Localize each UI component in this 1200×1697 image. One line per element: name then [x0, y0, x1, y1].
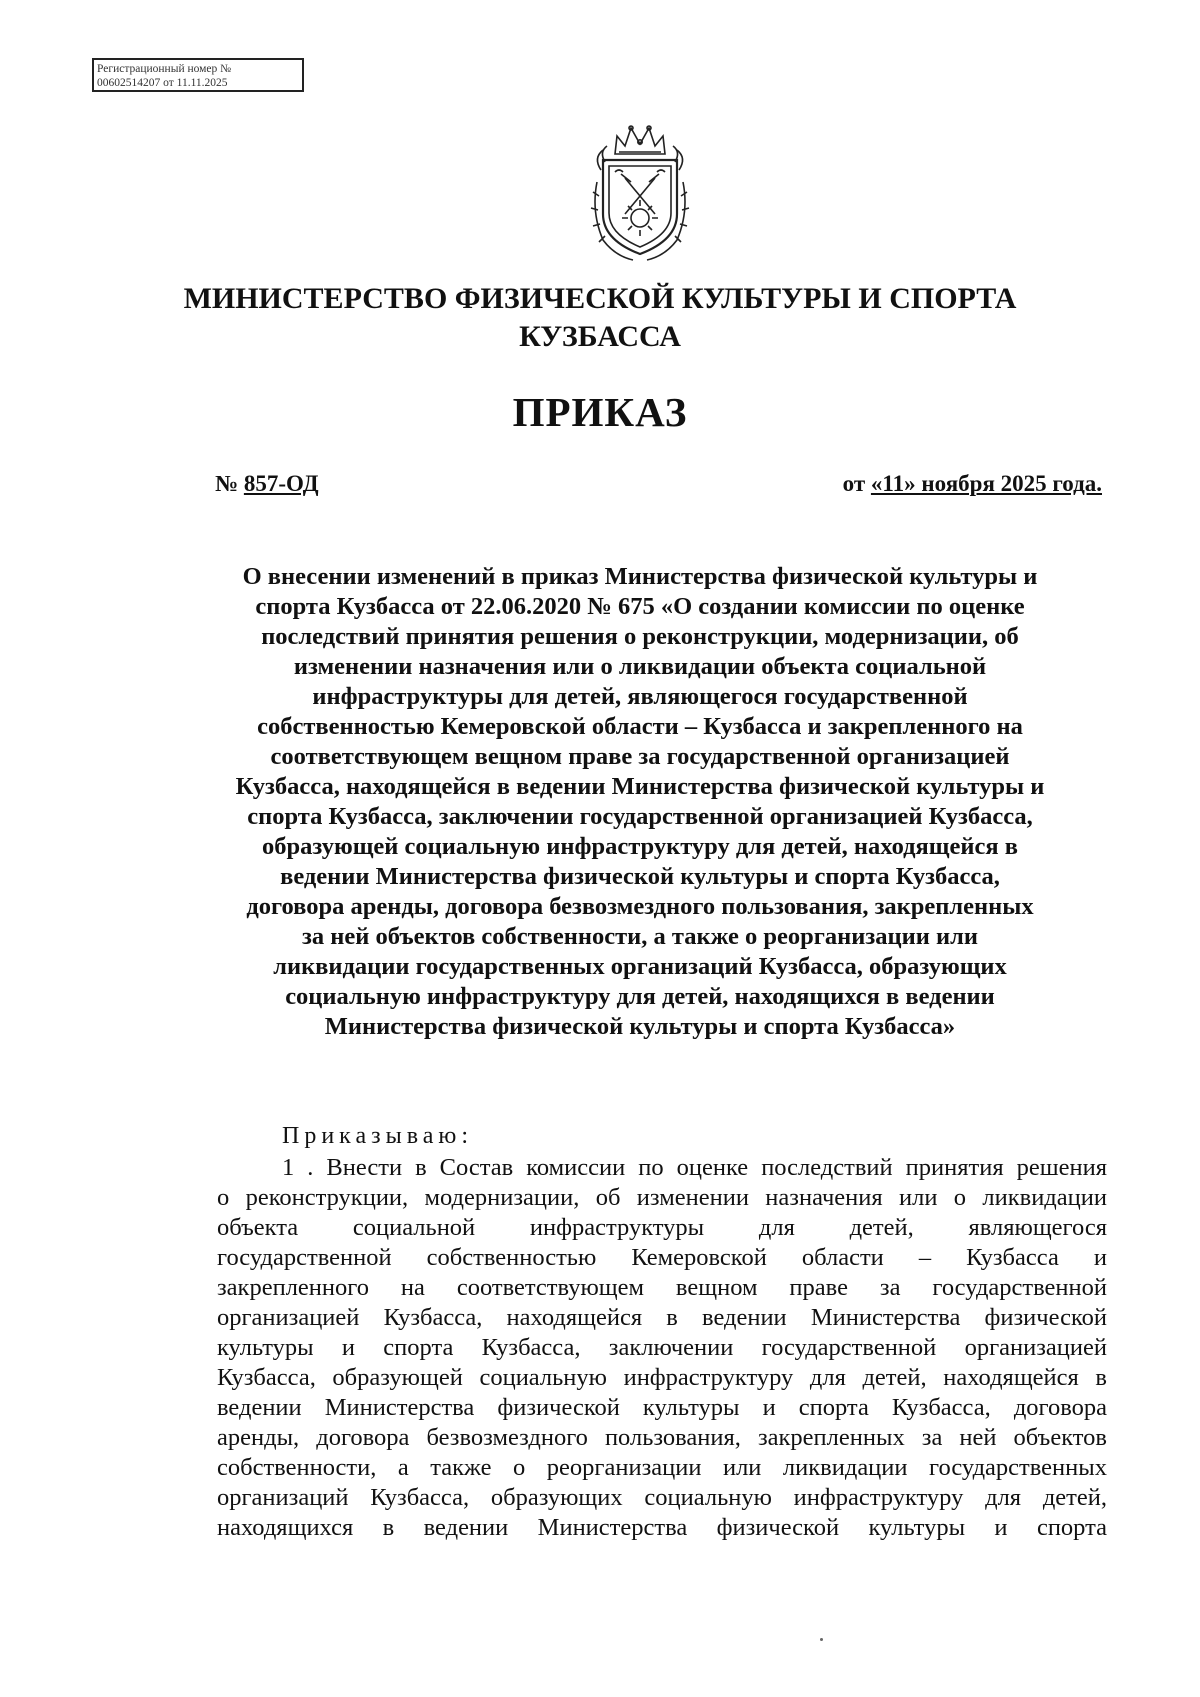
- orders-label: Приказываю:: [282, 1123, 473, 1149]
- subject-line: за ней объектов собственности, а также о реорганизации или: [302, 923, 978, 950]
- subject-line: изменении назначения или о ликвидации объекта социальной: [293, 653, 987, 680]
- ministry-title-line-1: МИНИСТЕРСТВО ФИЗИЧЕСКОЙ КУЛЬТУРЫ И СПОРТА: [183, 282, 1017, 315]
- body-line: организацией Кузбасса, находящейся в ведении Министерства физической: [217, 1304, 1107, 1331]
- subject-line: Кузбасса, находящейся в ведении Министерства физической культуры и: [235, 773, 1045, 800]
- subject-line: Министерства физической культуры и спорта Кузбасса»: [324, 1013, 956, 1040]
- order-number: [215, 471, 319, 497]
- subject-line: образующей социальную инфраструктуру для детей, находящейся в: [262, 833, 1018, 860]
- body-line: находящихся в ведении Министерства физической культуры и спорта: [217, 1514, 1107, 1541]
- order-date: [843, 471, 1102, 497]
- body-line: Кузбасса, образующей социальную инфраструктуру для детей, находящейся в: [217, 1364, 1107, 1391]
- subject-line: О внесении изменений в приказ Министерства физической культуры и: [242, 563, 1038, 590]
- subject-line: собственностью Кемеровской области – Кузбасса и закрепленного на: [257, 713, 1023, 740]
- subject-line: ликвидации государственных организаций Кузбасса, образующих: [273, 953, 1007, 980]
- body-line: 1 . Внести в Состав комиссии по оценке последствий принятия решения: [282, 1154, 1107, 1181]
- scan-dot: [820, 1638, 823, 1641]
- subject-line: ведении Министерства физической культуры и спорта Кузбасса,: [280, 863, 1000, 890]
- order-date-value: «11» ноября 2025 года.: [870, 471, 1102, 496]
- order-date-prefix: от: [842, 471, 871, 496]
- subject-line: спорта Кузбасса, заключении государственной организацией Кузбасса,: [247, 803, 1033, 830]
- registration-stamp-line-1: Регистрационный номер №: [97, 63, 232, 75]
- order-number-prefix: №: [215, 471, 244, 496]
- body-line: ведении Министерства физической культуры и спорта Кузбасса, договора: [217, 1394, 1107, 1421]
- body-line: объекта социальной инфраструктуры для детей, являющегося: [217, 1214, 1107, 1241]
- subject-line: соответствующем вещном праве за государственной организацией: [270, 743, 1010, 770]
- body-line: культуры и спорта Кузбасса, заключении государственной организацией: [217, 1334, 1107, 1361]
- order-number-value: 857-ОД: [243, 471, 319, 496]
- body-line: закрепленного на соответствующем вещном праве за государственной: [217, 1274, 1107, 1301]
- subject-line: социальную инфраструктуру для детей, находящихся в ведении: [285, 983, 995, 1010]
- order-subject: [200, 562, 1080, 1042]
- ministry-title: [100, 280, 1100, 356]
- subject-line: спорта Кузбасса от 22.06.2020 № 675 «О создании комиссии по оценке: [255, 593, 1025, 620]
- document-type: ПРИКАЗ: [512, 389, 688, 435]
- registration-stamp-line-2: 00602514207 от 11.11.2025: [97, 77, 228, 89]
- ministry-title-line-2: КУЗБАССА: [519, 320, 681, 353]
- kuzbass-coat-of-arms-icon: [585, 122, 695, 264]
- subject-line: последствий принятия решения о реконструкции, модернизации, об: [261, 623, 1019, 650]
- body-line: собственности, а также о реорганизации или ликвидации государственных: [217, 1454, 1107, 1481]
- subject-line: инфраструктуры для детей, являющегося государственной: [312, 683, 968, 710]
- body-line: организаций Кузбасса, образующих социальную инфраструктуру для детей,: [217, 1484, 1107, 1511]
- body-line: аренды, договора безвозмездного пользования, закрепленных за ней объектов: [217, 1424, 1107, 1451]
- body-line: о реконструкции, модернизации, об изменении назначения или о ликвидации: [217, 1184, 1107, 1211]
- body-line: государственной собственностью Кемеровской области – Кузбасса и: [217, 1244, 1107, 1271]
- subject-line: договора аренды, договора безвозмездного пользования, закрепленных: [246, 893, 1034, 920]
- registration-stamp: [92, 58, 304, 92]
- order-body: [217, 1153, 1107, 1543]
